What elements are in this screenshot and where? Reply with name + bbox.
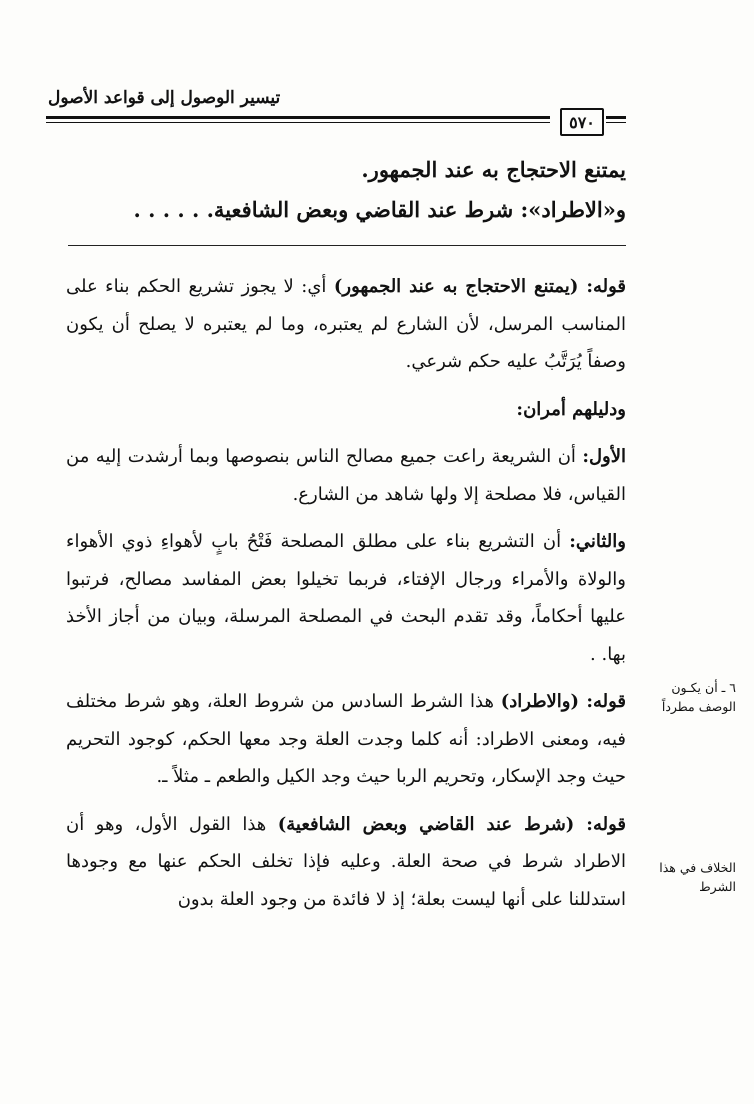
paragraph-lead: ودليلهم أمران: [516,398,626,420]
commentary-paragraph [66,806,626,919]
paragraph-lead: قوله: (يمتنع الاحتجاج به عند الجمهور) [333,276,627,297]
margin-note: الخلاف في هذا الشرط [659,860,736,894]
paragraph-lead: والثاني: [569,531,626,552]
commentary-paragraph [66,438,626,513]
main-text-line: يمتنع الاحتجاج به عند الجمهور. [361,157,626,182]
commentary-paragraph [66,523,626,673]
commentary-paragraph [66,391,626,429]
main-text-line: و«الاطراد»: شرط عند القاضي وبعض الشافعية. . . . . . [133,197,626,222]
paragraph-body: هذا القول الأول، وهو أن الاطراد شرط في صحة العلة. وعليه فإذا تخلف الحكم عنها مع وجودها استدللنا على أنها ليست بعلة؛ إذ لا فائدة من وجود العلة بدون [66,813,626,910]
header-rule-thin [46,122,550,123]
paragraph-body: أي: لا يجوز تشريع الحكم بناء على المناسب المرسل، لأن الشارع لم يعتبره، وما لم يعتبره لا يصلح أن يكون وصفاً يُرَتَّبُ عليه حكم شرعي. [66,276,626,372]
commentary [66,268,626,928]
margin-note: ٦ ـ أن يكـون الوصف مطرداً [661,680,736,714]
header-corner-mark [606,116,626,119]
running-title: تيسير الوصول إلى قواعد الأصول [48,88,281,108]
paragraph-lead: الأول: [582,446,626,467]
header-corner-mark-thin [606,122,626,123]
header-rule [46,116,550,119]
commentary-paragraph [66,268,626,381]
text-separator [68,245,626,246]
paragraph-body: هذا الشرط السادس من شروط العلة، وهو شرط مختلف فيه، ومعنى الاطراد: أنه كلما وجدت العلة وجد معها الحكم، كوجود التحريم حيث وجد الإسكار، وتحريم الربا حيث وجد الكيل والطعم ـ مثلاً ـ. [66,691,626,787]
paragraph-body: أن التشريع بناء على مطلق المصلحة فَتْحُ بابٍ لأهواءِ ذوي الأهواء والولاة والأمراء ورجال الإفتاء، فربما تخيلوا بعض المفاسد مصالح، فرتبوا عليها أحكاماً، وقد تقدم البحث في المصلحة المرسلة، وبيان من أجاز الأخذ بها. . [66,531,626,665]
paragraph-lead: قوله: (شرط عند القاضي وبعض الشافعية) [277,813,626,835]
commentary-paragraph [66,683,626,796]
paragraph-lead: قوله: (والاطراد) [500,691,626,712]
page-number: ٥٧٠ [560,108,604,136]
main-text [66,150,626,230]
paragraph-body: أن الشريعة راعت جميع مصالح الناس بنصوصها وبما أرشدت إليه من القياس، فلا مصلحة إلا ولها شاهد من الشارع. [66,446,626,505]
